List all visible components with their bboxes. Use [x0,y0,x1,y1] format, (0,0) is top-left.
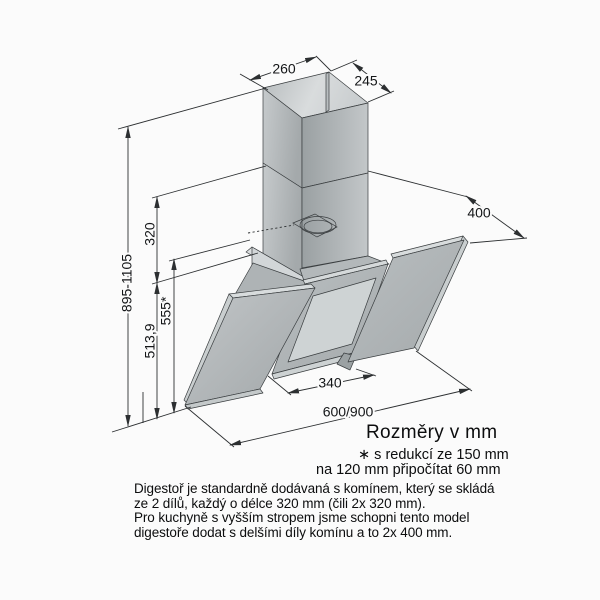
chimney-inner-seam [326,72,329,112]
ext-line-chimney-seam [152,166,266,198]
dim-label-513-9: 513,9 [141,323,158,359]
reduction-note-line2: na 120 mm připočítat 60 mm [316,462,501,478]
ext-line-top-depth-back [331,60,357,71]
ext-line-hood-width-left [185,406,234,447]
dim-label-555: 555* [157,296,174,326]
ext-line-chimney-base [152,253,258,284]
dim-label-320: 320 [141,222,158,246]
description-line2: ze 2 dílů, každý o délce 320 mm (čili 2x 320 mm). [134,495,426,511]
dim-label-245: 245 [354,72,378,89]
wall-top-extension-line [118,88,266,129]
reduction-note-line1: ∗ s redukcí ze 150 mm [358,447,509,463]
ext-line-top-width-right [316,56,331,71]
units-title: Rozměry v mm [366,422,498,443]
dim-label-400: 400 [467,204,491,221]
dim-label-340: 340 [318,374,342,391]
ext-line-top-width-left [240,74,268,90]
description-line1: Digestoř je standardně dodávaná s komínem, který se skládá [134,481,495,496]
dim-label-895-1105: 895-1105 [118,253,135,313]
description-line3: Pro kuchyně s vyšším stropem jsme schopni tento model [134,510,470,525]
dim-label-600-900: 600/900 [322,403,374,420]
ext-line-panel-depth-back [368,171,468,197]
ext-line-bottom-inner-right [356,369,376,376]
ext-line-panel-depth-front [470,238,527,243]
description-line4: digestoře dodat s delšími díly komínu a to 2x 400 mm. [134,524,453,540]
chimney-column [263,72,368,277]
ext-line-top-depth-front [368,91,394,102]
dim-label-260: 260 [272,60,296,77]
floor-extension-line [112,407,191,432]
ext-line-hood-top [169,240,250,261]
ext-line-bottom-inner-left [268,376,291,395]
ext-line-hood-width-right [416,351,472,391]
